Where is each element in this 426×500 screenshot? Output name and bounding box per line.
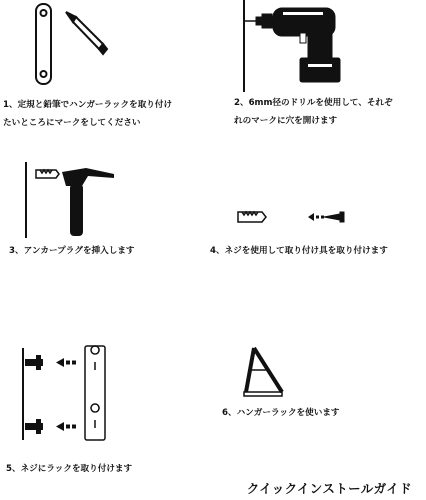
step5-caption-line1: 5、ネジにラックを取り付けます [6, 464, 133, 474]
screw-icon [25, 419, 43, 434]
step2-caption-line1: 2、6mm径のドリルを使用して、それぞ [234, 98, 393, 108]
drill-icon [244, 8, 340, 82]
hammer-icon [62, 168, 114, 236]
step6-caption [222, 404, 340, 422]
anchor-plug-icon [36, 170, 59, 178]
step3-illustration [18, 160, 128, 240]
step4-illustration [228, 200, 368, 234]
wall-bracket-icon [36, 4, 51, 84]
step6-caption-line1: 6、ハンガーラックを使います [222, 408, 340, 418]
step6-illustration [236, 340, 296, 400]
step5-illustration [18, 338, 128, 442]
step3-caption-line1: 3、アンカープラグを挿入します [9, 246, 135, 256]
step1-caption [3, 96, 172, 132]
step1-caption-line2: たいところにマークをしてください [3, 118, 141, 128]
guide-title: クイックインストールガイド [246, 481, 412, 496]
step2-caption-line2: れのマークに穴を開けます [234, 116, 338, 126]
step4-caption [210, 242, 388, 260]
step2-caption [234, 94, 393, 130]
folding-rack-icon [244, 348, 282, 396]
step1-illustration [18, 0, 118, 92]
arrow-left-icon [56, 358, 76, 367]
step4-caption-line1: 4、ネジを使用して取り付け具を取り付けます [210, 246, 388, 256]
step3-caption [9, 242, 135, 260]
arrow-left-icon [308, 213, 324, 221]
step1-caption-line1: 1、定規と鉛筆でハンガーラックを取り付け [3, 100, 173, 110]
arrow-left-icon [56, 422, 76, 431]
screw-icon [324, 212, 344, 222]
anchor-plug-icon [238, 212, 266, 222]
rack-bracket-icon [85, 346, 105, 440]
pencil-icon [66, 12, 107, 54]
screw-icon [25, 355, 43, 370]
step2-illustration [228, 0, 368, 92]
step5-caption [6, 460, 132, 478]
